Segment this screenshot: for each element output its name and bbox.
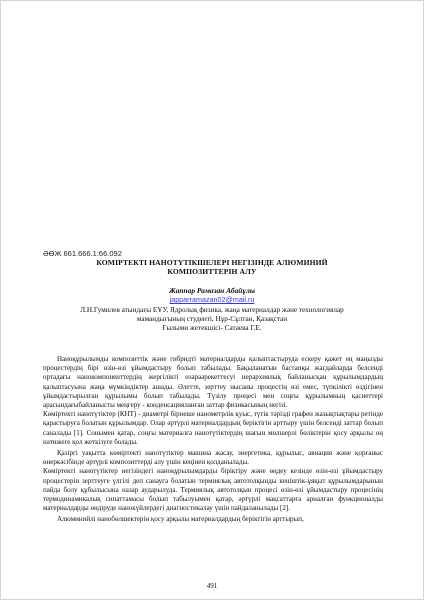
author-email-link[interactable]: japparramazan02@mail.ru	[169, 295, 255, 304]
paragraph-1: Наноқұрылымды композиттік және гибридті материалдарды қалыптастыруда ескеру қажет ең маңызды процестердің бірі өзін-өзі ұйымдастыру болып табылады. Бақыланатын бастапқы жағдайларда белсенді ортадағы нанокомпоненттердің жергілікті өзараәрекеттесуі иерархиялық байланысқан құрылымдардың қалыптасуына жаңа мүмкіндіктер ашады. Әлетте, зерттеу нысаны процестің өзі емес, түпкілікті өздігінен ұйымдастырылған құрылымы болып табылады. Түзілу процесі мен соңғы құрылымның қасиеттері арасындағыбайланысты меңгеру - конденсацияланған заттар физикасының негізі.	[43, 355, 383, 410]
paper-title	[1, 258, 423, 276]
title-line-1: КОМІРТЕКТІ НАНОТҮТІКШЕЛЕРІ НЕГІЗІНДЕ АЛЮМИНИЙ	[96, 258, 328, 267]
paragraph-5: Алюминийлі нанобөлшектерін қосу арқылы материалдардың беріктігін арттырып,	[57, 515, 304, 524]
article-body	[43, 355, 383, 525]
page-number: 491	[206, 582, 218, 590]
supervisor-line: Ғылыми жетекшісі- Сатаева Г.Е.	[162, 324, 262, 333]
udk-code: ӘӨЖ 661.666.1:66.092	[43, 249, 122, 258]
paragraph-3: Қазіргі уақытта көміртекті нанотүтіктер машина жасау, энергетика, құрылыс, авиация және қорғаныс өнеркәсібінде әртүрлі композиттерді алу үшін кеңінен қолданылады.	[43, 449, 383, 467]
affiliation-line-1: Л.Н.Гумилев атындағы ЕҰУ, Ядролық физика, жаңа материалдар және технологиялар	[80, 306, 344, 314]
title-line-2: КОМПОЗИТТЕРІН АЛУ	[167, 267, 257, 276]
affiliation-line-2: мамандығының студенті, Нұр-Сұлтан, Қазақстан	[136, 315, 288, 324]
paragraph-4: Көміртекті нанотүтіктер негізіндегі наноқұрылымдарды біріктіру және өңдеу кезінде өзін-өзі ұйымдастыру процестерін зерттеуге үлгілі деп санауға болатын термиялық автотолқынды кеніштік-ұяқыт құрылымдарынын пайда болу құбылысына назар аударылуда. Термиялық автотолқын процесі өзін-өзі ұйымдастыру процесінің термодинамикалық сипаттамасы болып табылуымен қатар, әртүрлі мақсаттарға арналған функционалды материалдарды өндіруде нанокүйлердегі диагностикалау үшін пайдаланылады [2].	[43, 467, 383, 513]
author-name: Жаппар Рамазан Абайұлы	[168, 286, 256, 295]
author-affiliation	[51, 306, 373, 334]
paragraph-2: Көміртекті нанотүтіктер (КНТ) - диаметрі бірнеше нанометрлік қуыс, түтік тәрізді графен жазықтықтары ретінде қарастыруға болатын құрылымдар. Олар әртүрлі материалдардың беріктігін арттыру үшін белсенді заттар болып саналады [1]. Сонымен қатар, соңғы материалға нанотүтіктердің шағын мөлшерлі бөліктерін қосу арқылы оң нәтижеге қол жеткізуге болады.	[43, 410, 383, 446]
